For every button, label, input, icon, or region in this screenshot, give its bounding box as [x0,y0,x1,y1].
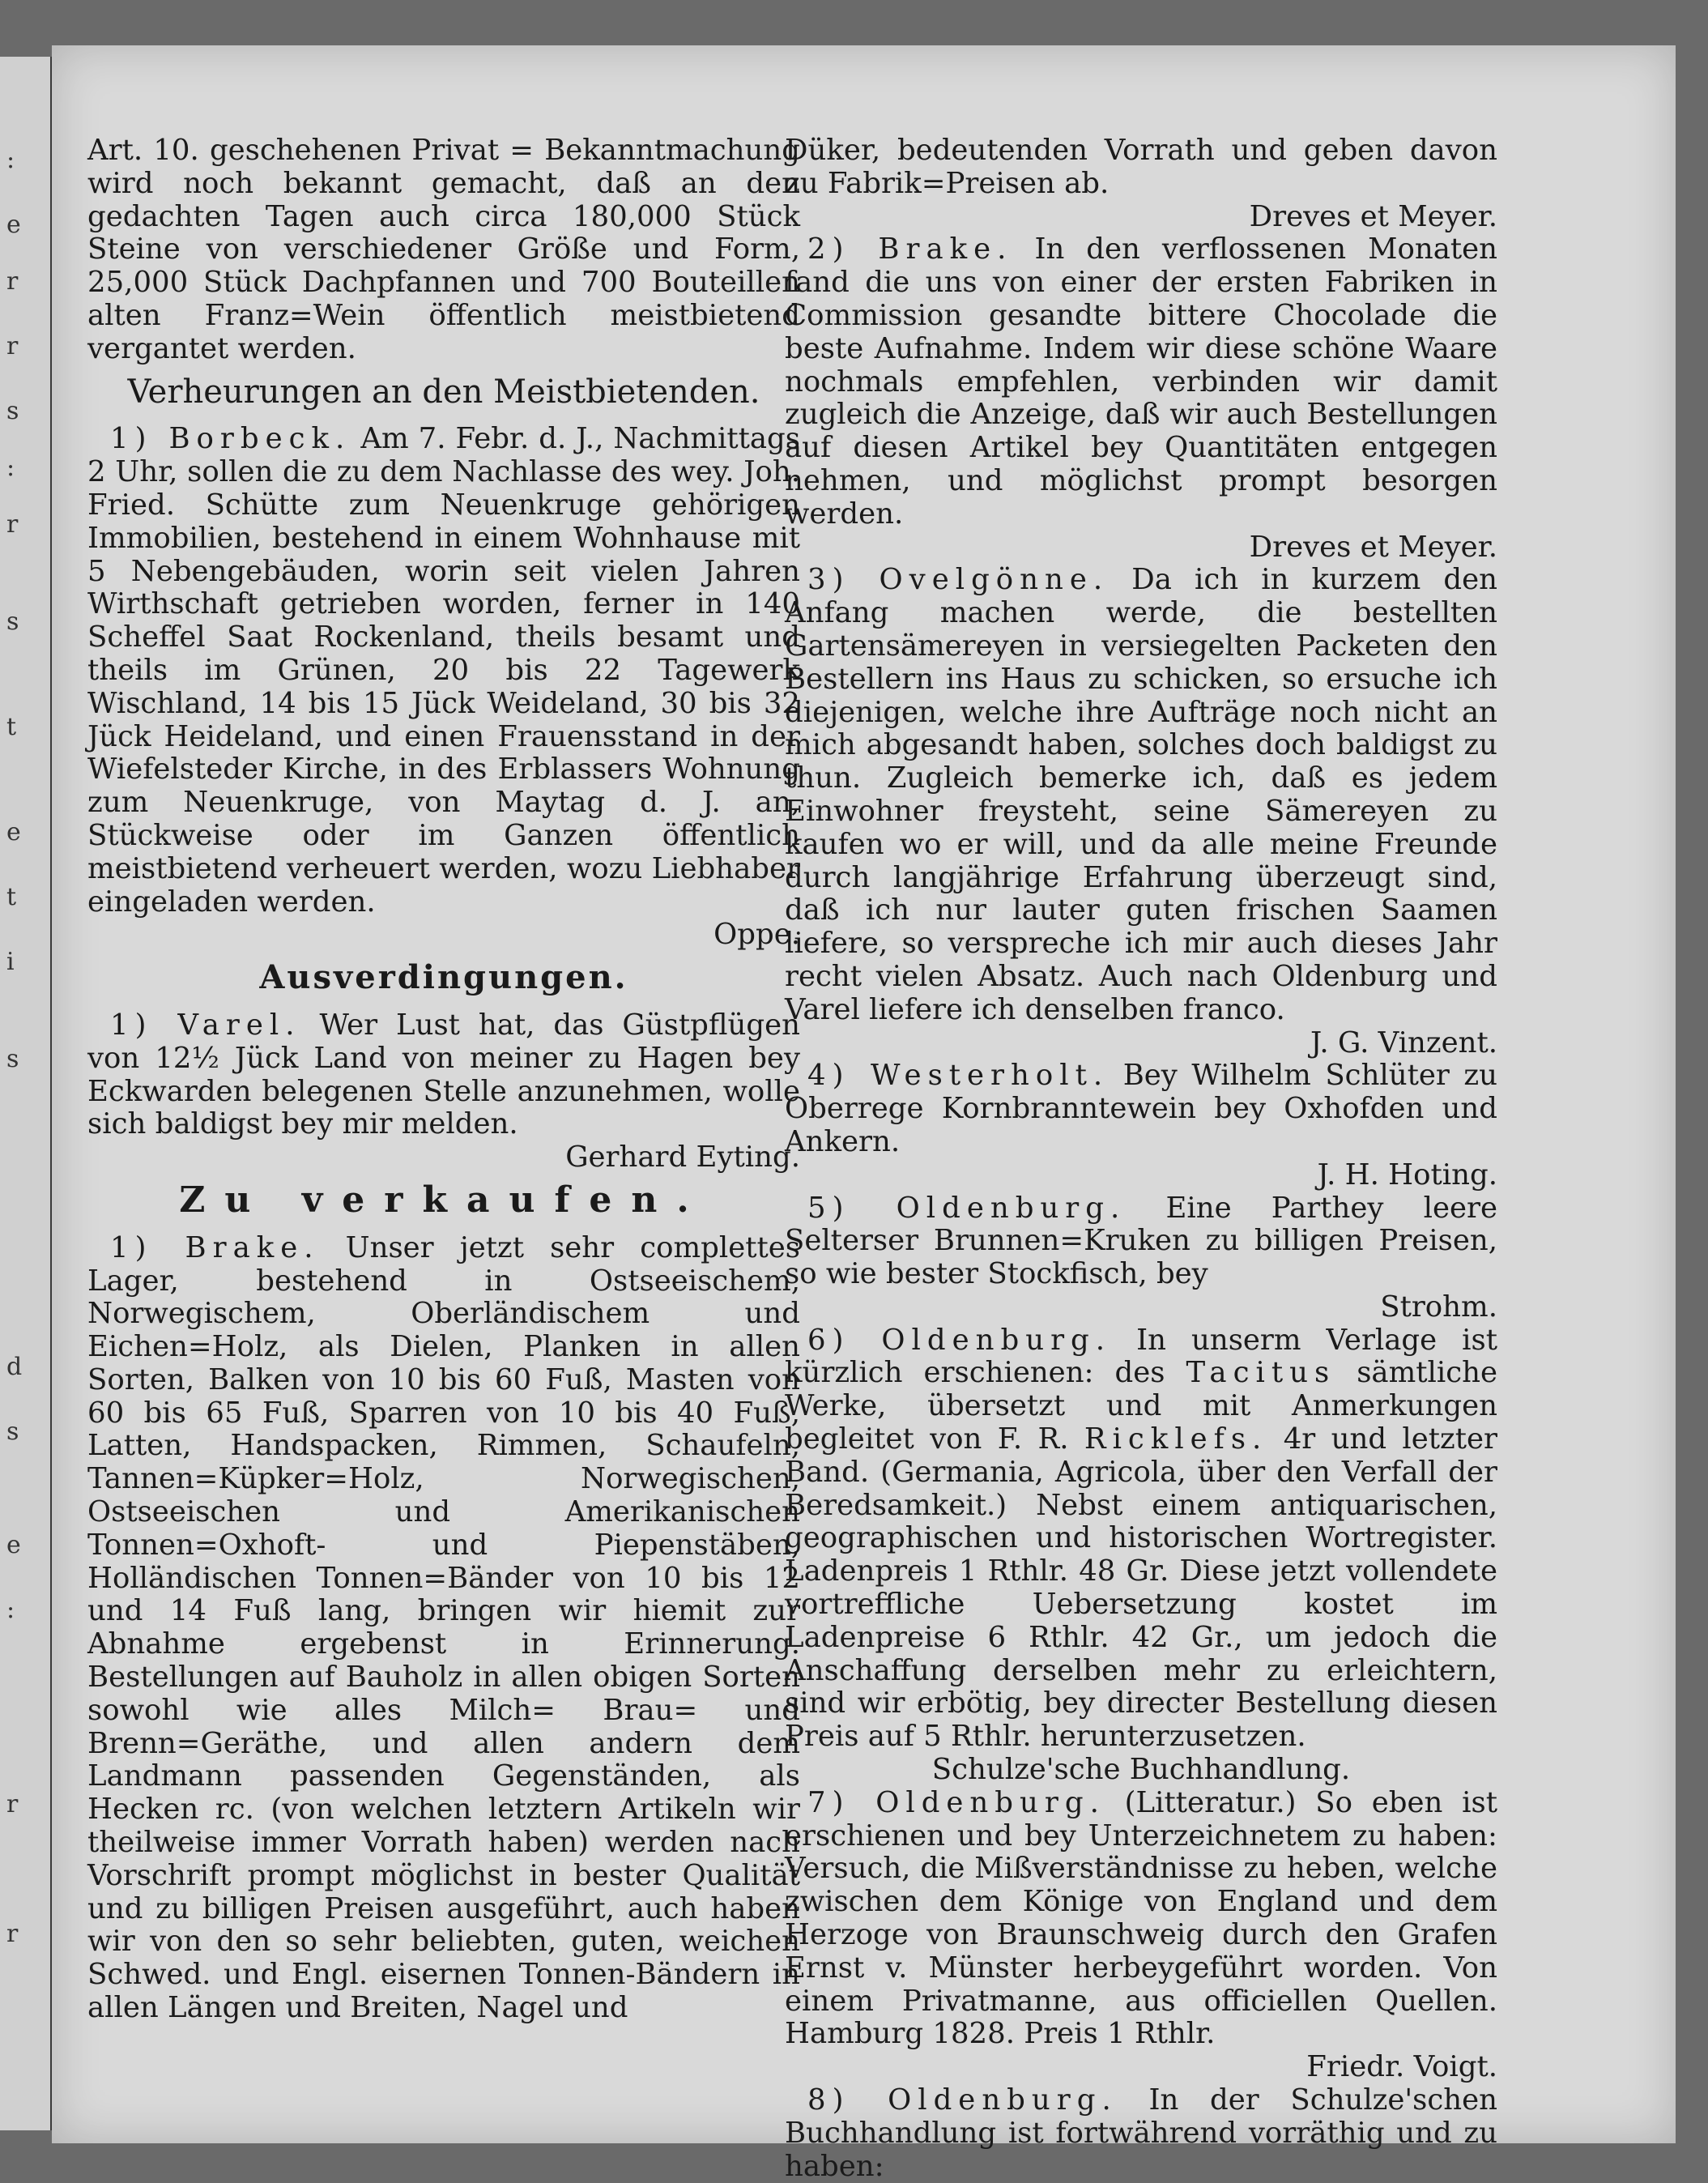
notice-text: Wer Lust hat, das Güstpflügen von 12½ Jück Land von meiner zu Hagen bey Eckwarden belegenen Stelle anzunehmen, wolle sich baldigst bey mir melden. [87,1008,801,1141]
notice-place: 1) Borbeck. [110,422,351,456]
prev-page-fragment: r [6,332,19,360]
notice-text: In unserm Verlage ist kürzlich erschienen: des [785,1323,1497,1390]
notice-text: In den verflossenen Monaten fand die uns von einer der ersten Fabriken in Commission gesandte bittere Chocolade die beste Aufnahme. Indem wir diese schöne Waare nochmals empfehlen, verbinden wir damit zugleich die Anzeige, daß wir auch Bestellungen auf diesen Artikel bey Quantitäten entgegen nehmen, und möglichst prompt besorgen werden. [785,232,1498,531]
notice-text: Unser jetzt sehr complettes Lager, bestehend in Ostseeischem, Norwegischem, Oberländischem und Eichen=Holz, als Dielen, Planken in allen Sorten, Balken von 10 bis 60 Fuß, Masten von 60 bis 65 Fuß, Sparren von 10 bis 40 Fuß, Latten, Handspacken, Rimmen, Schaufeln, Tannen=Küpker=Holz, Norwegischen, Ostseeischen und Amerikanischen Tonnen=Oxhoft- und Piepenstäben, Holländischen Tonnen=Bänder von 10 bis 12 und 14 Fuß lang, bringen wir hiemit zur Abnahme ergebenst in Erinnerung. Bestellungen auf Bauholz in allen obigen Sorten sowohl wie alles Milch= Brau= und Brenn=Geräthe, und allen andern dem Landmann passenden Gegenständen, als Hecken rc. (von welchen letztern Artikeln wir theilweise immer Vorrath haben) werden nach Vorschrift prompt möglichst in bester Qualität und zu billigen Preisen ausgeführt, auch haben wir von den so sehr beliebten, guten, weichen Schwed. und Engl. eisernen Tonnen-Bändern in allen Längen und Breiten, Nagel und [87,1230,800,2025]
notice-text: Da ich in kurzem den Anfang machen werde, die bestellten Gartensämereyen in versiegelten Packeten den Bestellern ins Haus zu schicken, so ersuche ich diejenigen, welche ihre Aufträge noch nicht an mich abgesandt haben, solches doch baldigst zu thun. Zugleich bemerke ich, daß es jedem Einwohner freysteht, seine Sämereyen zu kaufen wo er will, und da alle meine Freunde durch langjährige Erfahrung überzeugt sind, daß ich nur lauter guten frischen Saamen liefere, so verspreche ich mir auch dieses Jahr recht vielen Absatz. Auch nach Oldenburg und Varel liefere ich denselben franco. [785,563,1497,1026]
notice-signature: Dreves et Meyer. [1249,199,1497,233]
prev-page-fragment: r [6,1790,19,1818]
notice-text: (Litteratur.) So eben ist erschienen und bey Unterzeichnetem zu haben: Versuch, die Mißverständnisse zu heben, welche zwischen dem Könige von England und dem Herzoge von Braunschweig durch den Grafen Ernst v. Münster herbeygeführt worden. Von einem Privatmanne, aus officiellen Quellen. Hamburg 1828. Preis 1 Rthlr. [785,1785,1497,2051]
notice-place: 7) Oldenburg. [807,1785,1105,1819]
notice-entry [785,564,1497,1026]
prev-page-fragment: s [6,608,19,636]
prev-page-fragment: s [6,397,19,425]
prev-page-fragment: d [6,1353,23,1381]
notice-signature: Gerhard Eyting. [565,1141,800,1175]
notice-place: 8) Oldenburg. [807,2083,1118,2117]
prev-page-fragment: : [6,1596,15,1624]
previous-page-edge [0,57,53,2130]
translator-name: Ricklefs. [1084,1422,1268,1456]
prev-page-fragment: r [6,1920,19,1948]
author-name: Tacitus [1186,1356,1336,1390]
prev-page-fragment: r [6,267,19,296]
notice-place: 2) Brake. [807,232,1013,266]
notice-entry [785,1192,1497,1291]
prev-page-fragment: : [6,454,15,482]
prev-page-fragment: r [6,510,19,539]
section-title-zu-verkaufen: Zu verkaufen. [179,1179,709,1221]
notice-text: Am 7. Febr. d. J., Nachmittags 2 Uhr, sollen die zu dem Nachlasse des wey. Joh. Fried. Schütte zum Neuenkruge gehörigen Immobilien, bestehend in einem Wohnhause mit 5 Nebengebäuden, worin seit vielen Jahren Wirthschaft getrieben worden, ferner in 140 Scheffel Saat Rockenland, theils besamt und theils im Grünen, 20 bis 22 Tagewerk Wischland, 14 bis 15 Jück Weideland, 30 bis 32 Jück Heideland, und einen Frauensstand in der Wiefelsteder Kirche, in des Erblassers Wohnung zum Neuenkruge, von Maytag d. J. an, Stückweise oder im Ganzen öffentlich meistbietend verheuert werden, wozu Liebhaber eingeladen werden. [87,422,800,919]
notice-entry [87,1009,800,1141]
notice-place: 1) Varel. [110,1008,301,1042]
notice-entry [785,1060,1497,1158]
notice-text: Bey Wilhelm Schlüter zu Oberrege Kornbranntewein bey Oxhofden und Ankern. [785,1059,1497,1158]
prev-page-fragment: : [6,146,15,174]
prev-page-fragment: s [6,1418,19,1446]
section-title-verheurungen: Verheurungen an den Meistbietenden. [127,373,760,411]
notice-signature: Strohm. [1380,1290,1497,1324]
notice-signature: Oppe. [713,918,800,952]
notice-place: 4) Westerholt. [807,1059,1110,1093]
notice-signature: Schulze'sche Buchhandlung. [931,1753,1351,1787]
notice-entry [785,1324,1497,1754]
section-title-ausverdingungen: Ausverdingungen. [259,958,628,997]
notice-place: 1) Brake. [110,1230,320,1264]
notice-signature: J. G. Vinzent. [1310,1025,1497,1060]
notice-text: Eine Parthey leere Selterser Brunnen=Kruken zu billigen Preisen, so wie bester Stockfisch, bey [785,1191,1497,1291]
prev-page-fragment: t [6,713,17,741]
notice-signature: Dreves et Meyer. [1249,530,1497,564]
notice-text: In der Schulze'schen Buchhandlung ist fortwährend vorräthig und zu haben: [785,2083,1497,2183]
notice-entry [87,1232,800,2025]
prev-page-fragment: s [6,1045,19,1073]
left-column [87,134,800,2025]
prev-page-fragment: t [6,883,17,911]
prev-page-fragment: e [6,211,21,239]
notice-place: 6) Oldenburg. [807,1323,1112,1357]
continued-text: Düker, bedeutenden Vorrath und geben davon zu Fabrik=Preisen ab. [785,134,1497,200]
notice-entry [785,1787,1497,2051]
prev-page-fragment: i [6,948,15,976]
notice-entry [785,2084,1497,2183]
notice-signature: J. H. Hoting. [1317,1158,1497,1192]
right-column [785,134,1497,2183]
notice-place: 3) Ovelgönne. [807,563,1110,597]
notice-text: 4r und letzter Band. (Germania, Agricola, über den Verfall der Beredsamkeit.) Nebst einem antiquarischen, geographischen und historischen Wortregister. Ladenpreis 1 Rthlr. 48 Gr. Diese jetzt vollendete vortreffliche Uebersetzung kostet im Ladenpreise 6 Rthlr. 42 Gr., um jedoch die Anschaffung derselben mehr zu erleichtern, sind wir erbötig, bey directer Bestellung diesen Preis auf 5 Rthlr. herunterzusetzen. [785,1422,1497,1754]
intro-paragraph: Art. 10. geschehenen Privat = Bekanntmachung wird noch bekannt gemacht, daß an den gedachten Tagen auch circa 180,000 Stück Steine von verschiedener Größe und Form, 25,000 Stück Dachpfannen und 700 Bouteillen alten Franz=Wein öffentlich meistbietend vergantet werden. [87,134,800,365]
document-page [52,45,1676,2183]
notice-signature: Friedr. Voigt. [1306,2050,1497,2084]
prev-page-fragment: e [6,818,21,846]
notice-text: sämtliche Werke, übersetzt und mit Anmerkungen begleitet von F. R. [785,1356,1497,1456]
notice-entry [785,233,1497,531]
notice-entry [87,423,800,919]
prev-page-fragment: e [6,1531,21,1559]
notice-place: 5) Oldenburg. [807,1191,1127,1225]
